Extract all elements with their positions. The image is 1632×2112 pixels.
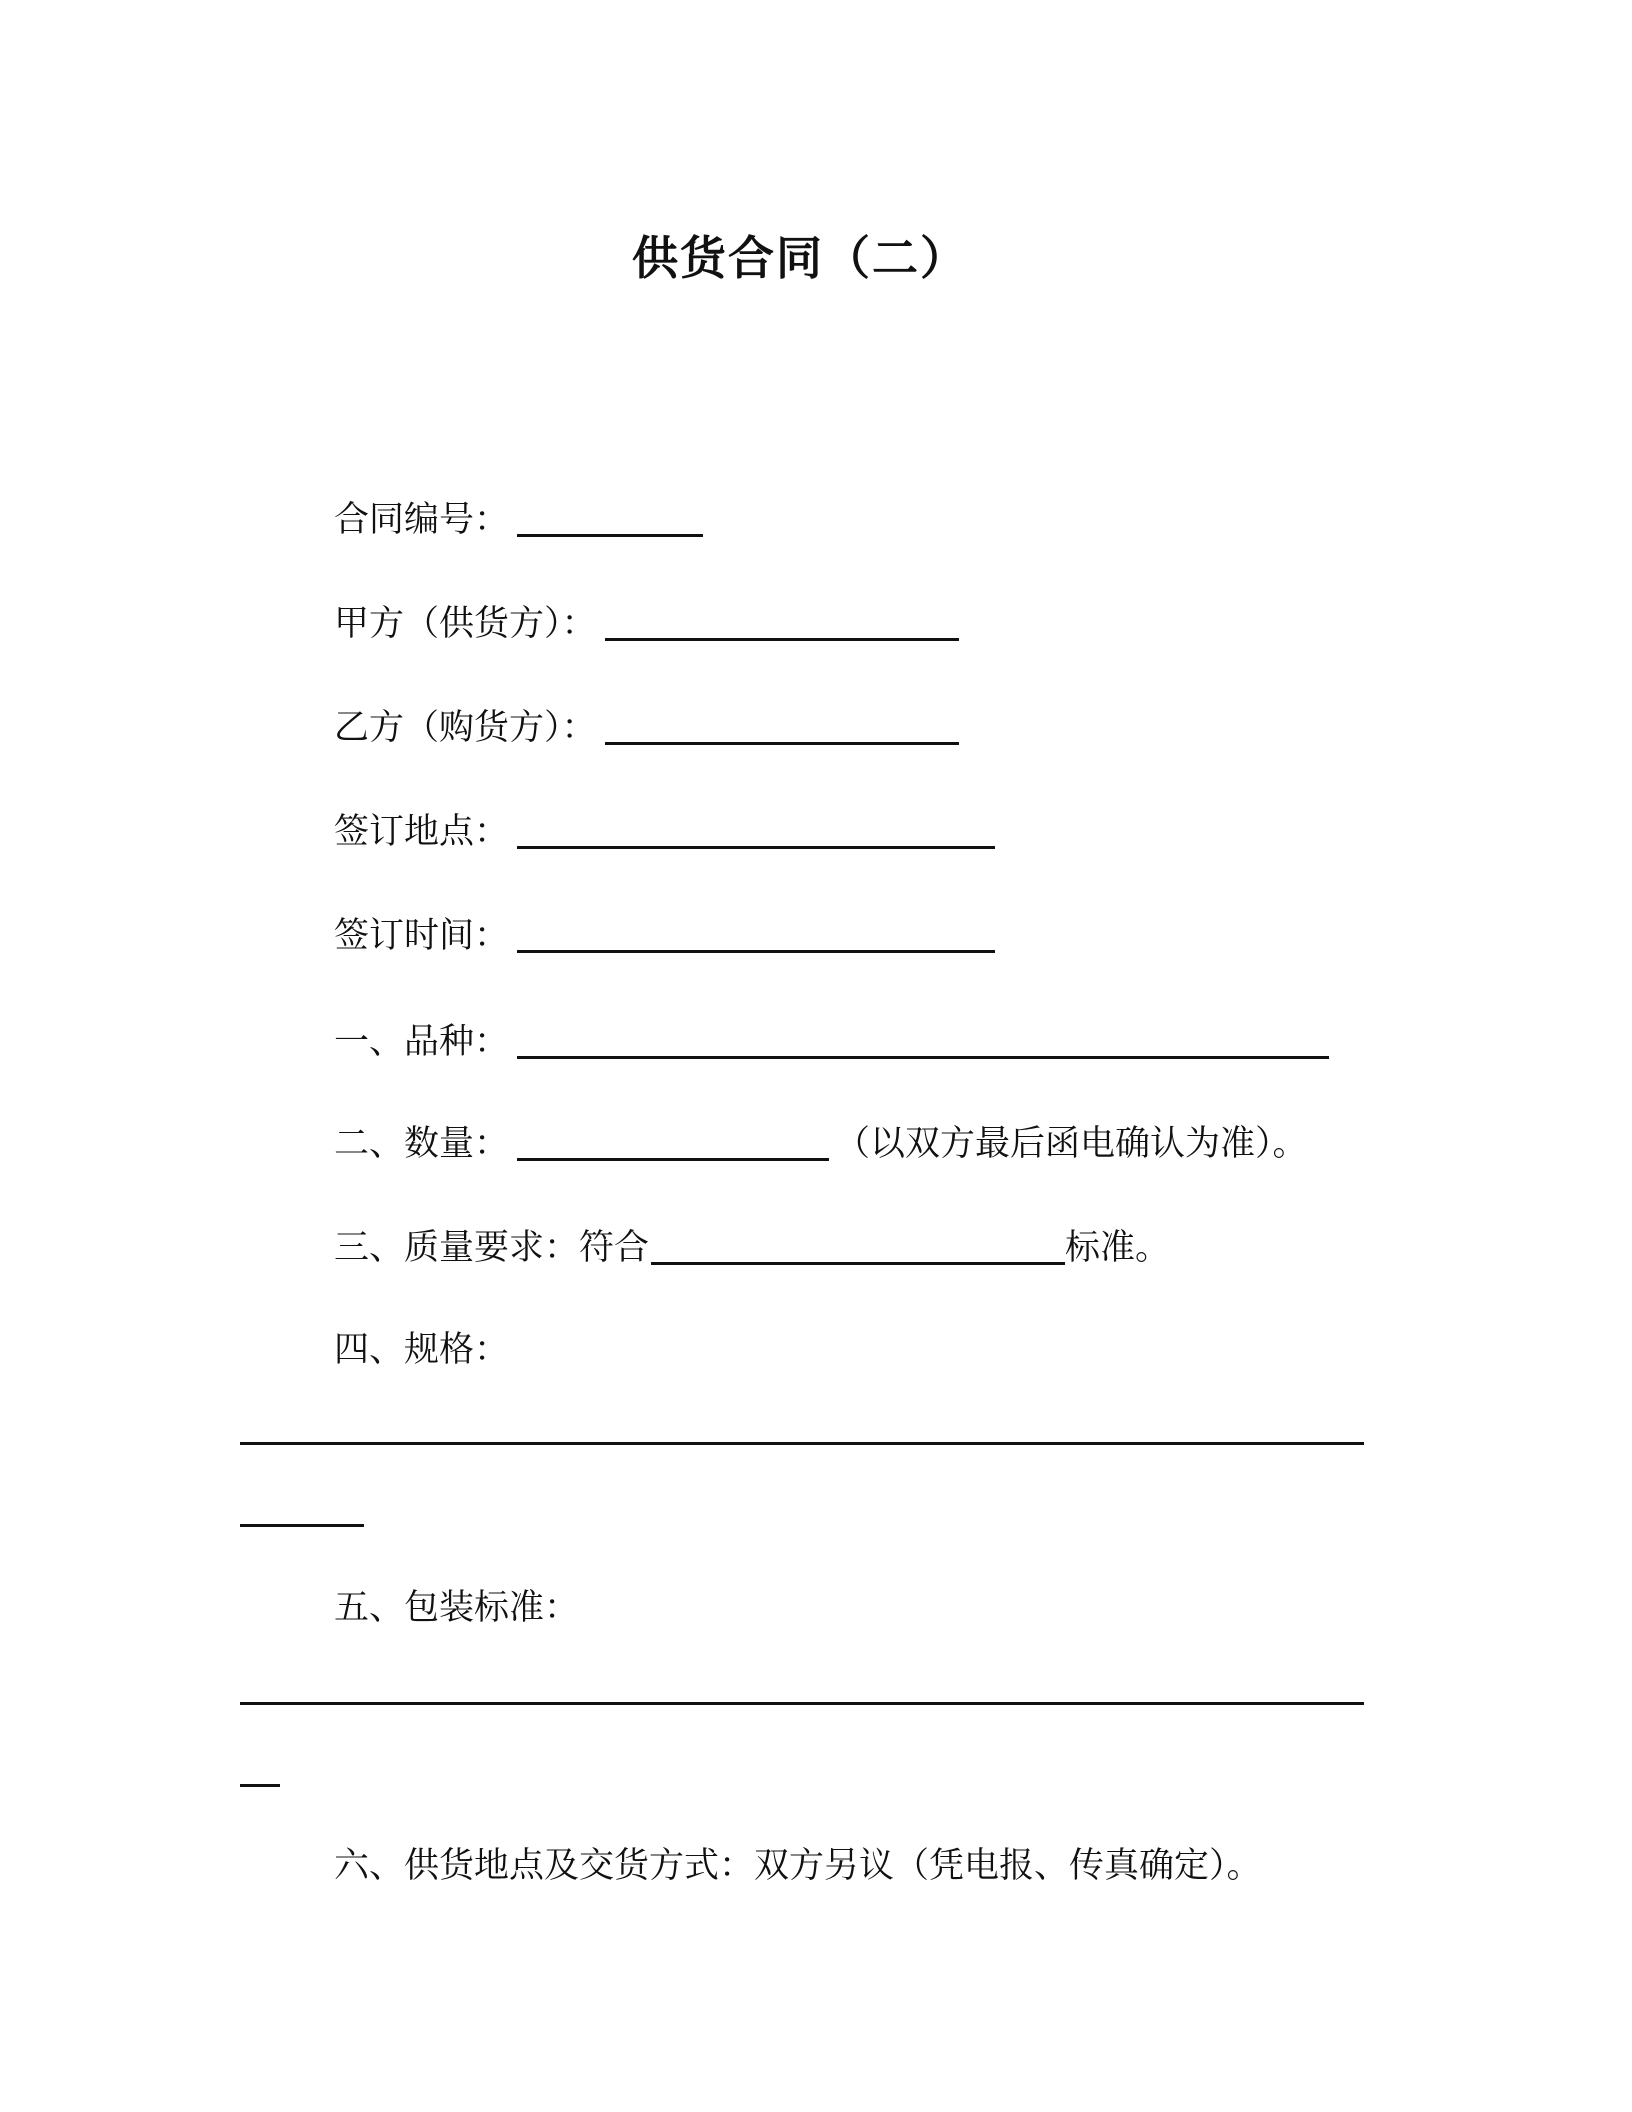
party-a-label: 甲方（供货方）： <box>334 604 597 644</box>
clause-variety-blank[interactable] <box>517 1020 1329 1059</box>
clause-delivery-line <box>334 1842 1262 1890</box>
party-a-line <box>334 600 959 648</box>
clause-packaging-blank-line-2[interactable] <box>240 1784 280 1787</box>
clause-quantity-suffix: （以双方最后函电确认为准）。 <box>835 1124 1308 1164</box>
clause-quality-suffix: 标准。 <box>1065 1228 1171 1268</box>
sign-time-label: 签订时间： <box>334 916 510 956</box>
clause-quality-blank[interactable] <box>651 1226 1065 1265</box>
clause-quantity-blank[interactable] <box>517 1122 829 1161</box>
party-a-blank[interactable] <box>605 602 959 641</box>
sign-time-blank[interactable] <box>517 914 995 953</box>
party-b-line <box>334 704 959 752</box>
clause-spec-label: 四、规格： <box>334 1330 510 1370</box>
clause-variety-line <box>334 1018 1329 1066</box>
sign-time-line <box>334 912 995 960</box>
sign-place-label: 签订地点： <box>334 812 510 852</box>
clause-quality-label: 三、质量要求：符合 <box>334 1228 650 1268</box>
clause-quality-line <box>334 1224 1170 1272</box>
party-b-label: 乙方（购货方）： <box>334 708 597 748</box>
contract-number-line <box>334 496 703 544</box>
sign-place-blank[interactable] <box>517 810 995 849</box>
clause-spec-line <box>334 1326 509 1374</box>
contract-number-blank[interactable] <box>517 498 703 537</box>
clause-spec-blank-line-1[interactable] <box>240 1442 1364 1445</box>
document-title: 供货合同（二） <box>632 231 968 285</box>
clause-quantity-line <box>334 1120 1308 1168</box>
clause-delivery-text: 六、供货地点及交货方式：双方另议（凭电报、传真确定）。 <box>334 1846 1262 1886</box>
clause-variety-label: 一、品种： <box>334 1022 510 1062</box>
clause-packaging-line <box>334 1584 579 1632</box>
clause-quantity-label: 二、数量： <box>334 1124 510 1164</box>
party-b-blank[interactable] <box>605 706 959 745</box>
sign-place-line <box>334 808 995 856</box>
contract-number-label: 合同编号： <box>334 500 510 540</box>
clause-spec-blank-line-2[interactable] <box>240 1524 364 1527</box>
clause-packaging-blank-line-1[interactable] <box>240 1702 1364 1705</box>
clause-packaging-label: 五、包装标准： <box>334 1588 580 1628</box>
